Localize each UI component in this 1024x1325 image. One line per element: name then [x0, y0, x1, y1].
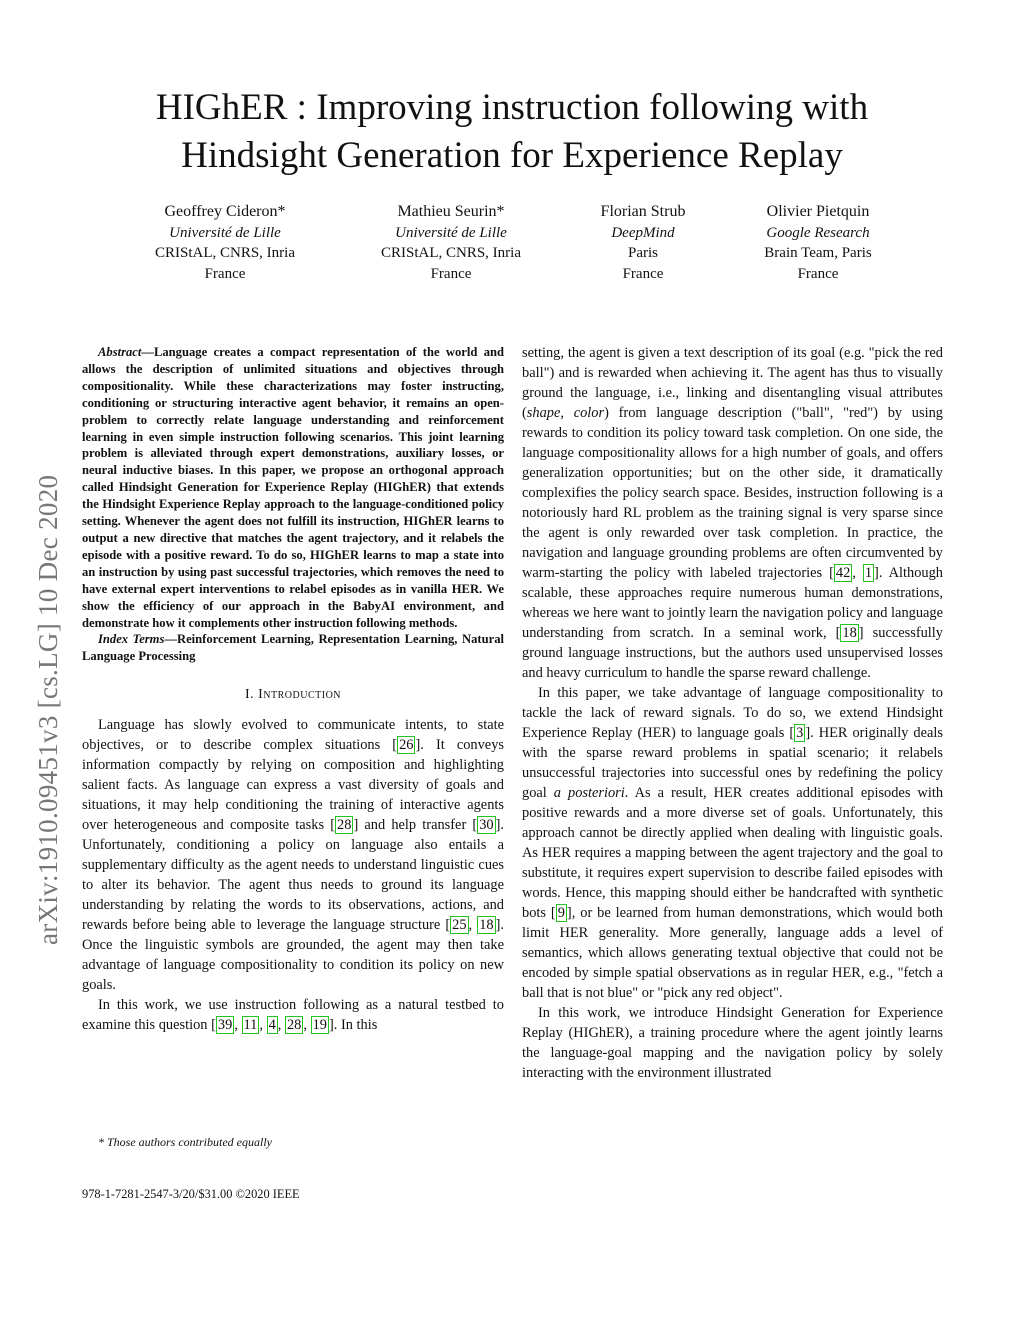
intro-paragraph-2: In this work, we use instruction following as a natural testbed to examine this question [ 39 , 11 , 4 , 28 , 19 ]. In this	[82, 997, 504, 1034]
citation-link[interactable]: 25	[452, 917, 467, 934]
citation-link[interactable]: 19	[312, 1017, 327, 1034]
text-run: Language has slowly evolved to communicate intents, to state objectives, or to describe complex situations	[82, 717, 504, 754]
text-run: . In this	[333, 1017, 378, 1034]
intro-paragraph-1: Language has slowly evolved to communicate intents, to state objectives, or to describe complex situations [ 26 ]. It conveys information compactly by relying on composition and highlighting salient facts. As language can express a vast diversity of goals and situations, it may help conditioning the training of interactive agents over heterogeneous and composite tasks [ 28 ] and help transfer [ 30 ]. Unfortunately, conditioning a policy on language also entails a supplementary difficulty as the agent needs to understand linguistic cues to alter its behavior. The agent thus needs to ground its language understanding by relating the words to its observations, actions, and rewards before being able to leverage the language structure [ 25 , 18 ]. Once the linguistic symbols are grounded, the agent may then take advantage of language compositionality to condition its policy on new goals.	[82, 717, 505, 994]
italic-term: a posteriori	[553, 785, 625, 801]
citation-link[interactable]: 28	[286, 1017, 302, 1034]
arxiv-identifier: arXiv:1910.09451v3 [cs.LG] 10 Dec 2020	[33, 474, 63, 945]
author-lab: CRIStAL, CNRS, Inria	[380, 245, 521, 262]
author-affiliation: DeepMind	[611, 224, 675, 241]
text-run: In this work, we use instruction following as a natural testbed to examine this question	[82, 997, 504, 1034]
text-run: successfully ground language instructions, but the authors used unsupervised losses and heavy curriculum to handle the sparse reward challenge.	[522, 625, 943, 681]
text-run: and help transfer	[358, 817, 473, 834]
text-run: ,	[560, 405, 574, 421]
abstract-text: —Language creates a compact representation of the world and allows the description of unlimited situations and objectives through compositionality. While these characterizations may foster instructing, conditioning or structuring interactive agent behavior, it remains an open-problem to correctly relate language understanding and reinforcement learning in even simple instruction following scenarios. This joint learning problem is alleviated through expert demonstrations, auxiliary losses, or neural inductive biases. In this paper, we propose an orthogonal approach called Hindsight Generation for Experience Replay (HIGhER) that extends the Hindsight Experience Replay approach to the language-conditioned policy setting. Whenever the agent does not fulfill its instruction, HIGhER learns to output a new directive that matches the agent trajectory, and it relabels the episode with a positive reward. To do so, HIGhER learns to map a state into an instruction by using past successful trajectories, which removes the need to have external expert interventions to relabel episodes as in vanilla HER. We show the efficiency of our approach in the BabyAI environment, and demonstrate how it complements other instruction following methods.	[82, 345, 504, 630]
citation-link[interactable]: 39	[217, 1017, 233, 1034]
author-country: France	[204, 265, 246, 282]
citation-link[interactable]: 42	[835, 565, 851, 581]
right-paragraph-1: setting, the agent is given a text description of its goal (e.g. "pick the red ball") and is rewarded when achieving it. The agent has thus to visually ground the language, i.e., linking and disentangling visual attributes (shape, color) from language description ("ball", "red") by using rewards to condition its policy toward task completion. On one side, the language compositionality allows for a high number of goals, and offers generalization opportunities; but on the other side, it dramatically complexifies the policy search space. Besides, instruction following is a notoriously hard RL problem as the training signal is very sparse since the agent is only rewarded over task completion. In practice, the navigation and language grounding problems are often circumvented by warm-starting the policy with labeled trajectories [ 42 , 1 ]. Although scalable, these approaches require numerous human demonstrations, whereas we here want to jointly learn the navigation policy and language understanding from scratch. In a seminal work, [ 18 ] successfully ground language instructions, but the authors used unsupervised losses and heavy curriculum to handle the sparse reward challenge.	[522, 345, 943, 681]
citation-link[interactable]: 1	[864, 565, 873, 581]
text-run: . HER originally deals with the sparse reward problems in spatial scenario; it relabels unsuccessful trajectories into successful ones by redefining the policy goal	[522, 725, 943, 801]
author-lab: Paris	[628, 245, 658, 262]
author-lab: Brain Team, Paris	[764, 245, 872, 262]
citation-link[interactable]: 11	[243, 1017, 258, 1034]
text-run: . Once the linguistic symbols are grounded, the agent may then take advantage of language compositionality to condition its policy on new goals.	[82, 917, 504, 994]
text-run: . Although scalable, these approaches require numerous human demonstrations, whereas we here want to jointly learn the navigation policy and language understanding from scratch. In a seminal work,	[522, 565, 943, 641]
author-name: Florian Strub	[600, 203, 686, 220]
italic-term: color	[573, 405, 605, 421]
section-number: I.	[244, 687, 259, 703]
author-name: Olivier Pietquin	[766, 203, 870, 220]
citation-link[interactable]: 3	[796, 725, 804, 741]
right-column	[522, 343, 943, 1083]
abstract	[82, 344, 504, 631]
index-terms-label: Index Terms	[98, 632, 165, 647]
section-title: Introduction	[258, 687, 342, 703]
text-run: . Unfortunately, conditioning a policy on language also entails a supplementary difficulty as the agent needs to understand linguistic cues to alter its behavior. The agent thus needs to ground its language understanding by relating the words to its observations, actions, and rewards before being able to leverage the language structure	[82, 817, 505, 934]
author-name: Mathieu Seurin*	[397, 203, 505, 220]
text-run: In this paper, we take advantage of language compositionality to tackle the lack of reward signals. To do so, we extend Hindsight Experience Replay (HER) to language goals	[522, 685, 943, 741]
author-country: France	[797, 265, 839, 282]
text-run: In this work, we introduce Hindsight Generation for Experience Replay (HIGhER), a training procedure where the agent jointly learns the language-goal mapping and the navigation policy by solely interacting with the environment illustrated	[522, 1005, 943, 1081]
citation-link[interactable]: 18	[479, 917, 494, 934]
right-paragraph-2: In this paper, we take advantage of language compositionality to tackle the lack of reward signals. To do so, we extend Hindsight Experience Replay (HER) to language goals [ 3 ]. HER originally deals with the sparse reward problems in spatial scenario; it relabels unsuccessful trajectories into successful ones by redefining the policy goal a posteriori. As a result, HER creates additional episodes with positive rewards and a more diverse set of goals. Unfortunately, this approach cannot be directly applied when dealing with linguistic goals. As HER requires a mapping between the agent trajectory and the goal to substitute, it requires expert supervision to describe failed episodes with words. Hence, this mapping should either be handcrafted with synthetic bots [ 9 ], or be learned from human demonstrations, which would both limit HER generality. More generally, language adds a level of semantics, which allows generating textual objective that could not be encoded by simple spatial observations as in regular HER, e.g., "fetch a ball that is not blue" or "pick any red object".	[522, 685, 944, 1001]
citation-link[interactable]: 18	[842, 625, 857, 641]
author-3	[558, 202, 728, 284]
left-column	[82, 344, 504, 1035]
citation-link[interactable]: 26	[399, 737, 414, 754]
text-run: setting, the agent is given a text description of its goal (e.g. "pick the red ball") and is rewarded when achieving it. The agent has thus to visually ground the language, i.e., linking and disentangling visual attributes (	[522, 345, 943, 421]
title-line-1: HIGhER : Improving instruction following with	[155, 87, 869, 128]
abstract-label: Abstract	[98, 345, 142, 359]
author-affiliation: Université de Lille	[169, 224, 281, 241]
citation-link[interactable]: 9	[557, 905, 565, 921]
citation-link[interactable]: 30	[479, 817, 494, 834]
paper-title	[60, 84, 964, 180]
author-lab: CRIStAL, CNRS, Inria	[154, 245, 295, 262]
index-terms-text: —Reinforcement Learning, Representation Learning, Natural Language Processing	[82, 632, 505, 664]
author-1	[110, 202, 340, 284]
author-2	[336, 202, 566, 284]
section-heading	[82, 685, 504, 705]
italic-term: shape	[526, 405, 561, 421]
footnote: * Those authors contributed equally	[98, 1135, 272, 1149]
text-run: ) from language description ("ball", "red") by using rewards to condition its policy toward task completion. On one side, the language compositionality allows for a high number of goals, and offers generalization opportunities; but on the other side, it dramatically complexifies the policy search space. Besides, instruction following is a notoriously hard RL problem as the training signal is very sparse since the agent is only rewarded over task completion. In practice, the navigation and language grounding problems are often circumvented by warm-starting the policy with labeled trajectories	[522, 405, 943, 581]
author-affiliation: Université de Lille	[395, 224, 507, 241]
author-4	[733, 202, 903, 284]
author-country: France	[430, 265, 472, 282]
index-terms	[82, 631, 504, 665]
author-country: France	[622, 265, 664, 282]
citation-link[interactable]: 28	[337, 817, 352, 834]
text-run: , or be learned from human demonstrations, which would both limit HER generality. More generally, language adds a level of semantics, which allows generating textual objective that could not be encoded by simple spatial observations as in regular HER, e.g., "fetch a ball that is not blue" or "pick any red object".	[522, 905, 943, 1001]
text-run: . As a result, HER creates additional episodes with positive rewards and a more diverse set of goals. Unfortunately, this approach cannot be directly applied when dealing with linguistic goals. As HER requires a mapping between the agent trajectory and the goal to substitute, it requires expert supervision to describe failed episodes with words. Hence, this mapping should either be handcrafted with synthetic bots	[522, 785, 944, 921]
author-name: Geoffrey Cideron*	[164, 203, 286, 220]
right-paragraph-3	[522, 1003, 943, 1083]
author-affiliation: Google Research	[766, 224, 870, 241]
citation-link[interactable]: 4	[268, 1017, 276, 1034]
text-run: . It conveys information compactly by relying on composition and highlighting salient facts. As language can express a vast diversity of goals and situations, it may help conditioning the training of interactive agents over heterogeneous and composite tasks	[82, 737, 504, 834]
title-line-2: Hindsight Generation for Experience Replay	[181, 135, 843, 176]
copyright-isbn: 978-1-7281-2547-3/20/$31.00 ©2020 IEEE	[82, 1187, 300, 1201]
author-block	[110, 202, 920, 292]
